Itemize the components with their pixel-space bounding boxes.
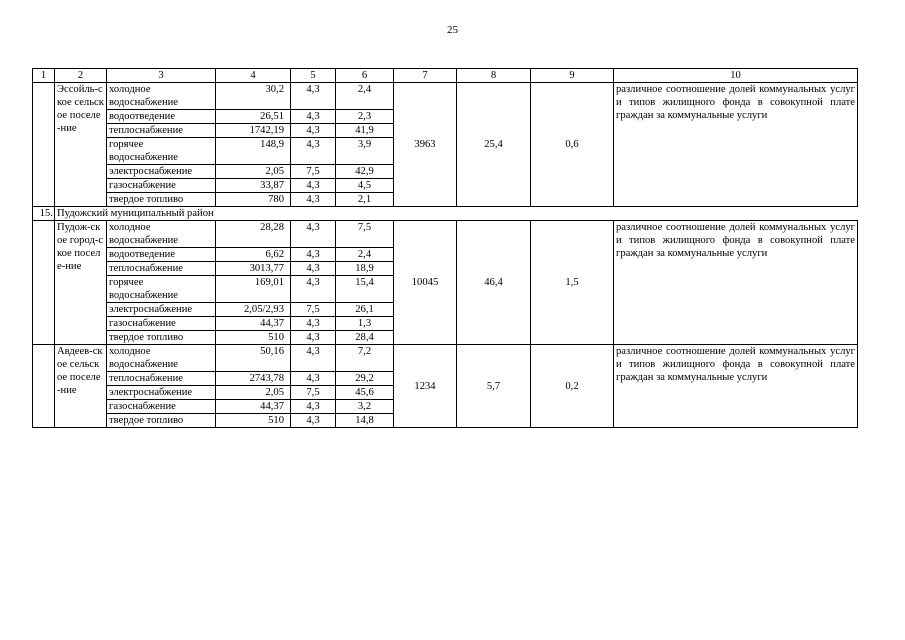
deviation-value: 0,6: [531, 83, 614, 207]
utility-type: холодное водоснабжение: [107, 221, 216, 248]
population-value: 1234: [394, 345, 457, 428]
utility-type: теплоснабжение: [107, 262, 216, 276]
population-share: 25,4: [457, 83, 531, 207]
share-value: 2,1: [336, 193, 394, 207]
share-value: 7,2: [336, 345, 394, 372]
district-row: [33, 207, 858, 221]
settlement-block: [33, 345, 858, 428]
share-value: 1,3: [336, 317, 394, 331]
utility-type: электроснабжение: [107, 165, 216, 179]
growth-index: 7,5: [291, 165, 336, 179]
utility-type: электроснабжение: [107, 386, 216, 400]
row-number-cell: [33, 345, 55, 428]
consumption-value: 2743,78: [216, 372, 291, 386]
utility-type: теплоснабжение: [107, 372, 216, 386]
utility-type: твердое топливо: [107, 331, 216, 345]
growth-index: 4,3: [291, 345, 336, 372]
header-cell: 1: [33, 69, 55, 83]
growth-index: 4,3: [291, 276, 336, 303]
consumption-value: 28,28: [216, 221, 291, 248]
utility-type: холодное водоснабжение: [107, 345, 216, 372]
row-number-cell: [33, 83, 55, 207]
note-text: различное соотношение долей коммунальных услуг и типов жилищного фонда в совокупной плате граждан за коммунальные услуги: [614, 83, 858, 207]
population-share: 46,4: [457, 221, 531, 345]
growth-index: 4,3: [291, 83, 336, 110]
utility-type: твердое топливо: [107, 193, 216, 207]
tariff-table: [32, 68, 858, 428]
note-text: различное соотношение долей коммунальных услуг и типов жилищного фонда в совокупной плате граждан за коммунальные услуги: [614, 345, 858, 428]
header-cell: 2: [55, 69, 107, 83]
consumption-value: 510: [216, 414, 291, 428]
header-row: [33, 69, 858, 83]
consumption-value: 780: [216, 193, 291, 207]
consumption-value: 44,37: [216, 317, 291, 331]
utility-type: водоотведение: [107, 110, 216, 124]
deviation-value: 1,5: [531, 221, 614, 345]
share-value: 45,6: [336, 386, 394, 400]
header-cell: 8: [457, 69, 531, 83]
table-row: [33, 345, 858, 372]
growth-index: 4,3: [291, 221, 336, 248]
growth-index: 4,3: [291, 193, 336, 207]
district-number: 15.: [33, 207, 55, 221]
population-share: 5,7: [457, 345, 531, 428]
share-value: 29,2: [336, 372, 394, 386]
settlement-name: Авдеев-ское сельское поселе-ние: [55, 345, 107, 428]
population-value: 10045: [394, 221, 457, 345]
growth-index: 7,5: [291, 303, 336, 317]
share-value: 3,2: [336, 400, 394, 414]
table-row: [33, 83, 858, 110]
share-value: 3,9: [336, 138, 394, 165]
consumption-value: 30,2: [216, 83, 291, 110]
settlement-name: Эссойль-ское сельское поселе-ние: [55, 83, 107, 207]
share-value: 15,4: [336, 276, 394, 303]
header-cell: 4: [216, 69, 291, 83]
consumption-value: 3013,77: [216, 262, 291, 276]
population-value: 3963: [394, 83, 457, 207]
share-value: 7,5: [336, 221, 394, 248]
utility-type: горячее водоснабжение: [107, 138, 216, 165]
header-cell: 5: [291, 69, 336, 83]
consumption-value: 2,05: [216, 165, 291, 179]
growth-index: 4,3: [291, 372, 336, 386]
share-value: 41,9: [336, 124, 394, 138]
page-number: 25: [447, 24, 458, 36]
utility-type: твердое топливо: [107, 414, 216, 428]
utility-type: газоснабжение: [107, 400, 216, 414]
header-cell: 10: [614, 69, 858, 83]
growth-index: 4,3: [291, 317, 336, 331]
share-value: 4,5: [336, 179, 394, 193]
growth-index: 4,3: [291, 179, 336, 193]
growth-index: 4,3: [291, 331, 336, 345]
share-value: 18,9: [336, 262, 394, 276]
utility-type: горячее водоснабжение: [107, 276, 216, 303]
consumption-value: 2,05/2,93: [216, 303, 291, 317]
growth-index: 4,3: [291, 138, 336, 165]
utility-type: холодное водоснабжение: [107, 83, 216, 110]
consumption-value: 148,9: [216, 138, 291, 165]
share-value: 28,4: [336, 331, 394, 345]
utility-type: теплоснабжение: [107, 124, 216, 138]
header-cell: 9: [531, 69, 614, 83]
deviation-value: 0,2: [531, 345, 614, 428]
row-number-cell: [33, 221, 55, 345]
share-value: 26,1: [336, 303, 394, 317]
growth-index: 4,3: [291, 124, 336, 138]
settlement-block: [33, 221, 858, 345]
consumption-value: 26,51: [216, 110, 291, 124]
note-text: различное соотношение долей коммунальных услуг и типов жилищного фонда в совокупной плате граждан за коммунальные услуги: [614, 221, 858, 345]
consumption-value: 50,16: [216, 345, 291, 372]
consumption-value: 1742,19: [216, 124, 291, 138]
growth-index: 7,5: [291, 386, 336, 400]
consumption-value: 33,87: [216, 179, 291, 193]
share-value: 14,8: [336, 414, 394, 428]
share-value: 42,9: [336, 165, 394, 179]
growth-index: 4,3: [291, 400, 336, 414]
growth-index: 4,3: [291, 110, 336, 124]
header-cell: 3: [107, 69, 216, 83]
consumption-value: 510: [216, 331, 291, 345]
growth-index: 4,3: [291, 248, 336, 262]
consumption-value: 6,62: [216, 248, 291, 262]
header-cell: 6: [336, 69, 394, 83]
settlement-name: Пудож-ское город-ское поселе-ние: [55, 221, 107, 345]
table-row: [33, 221, 858, 248]
utility-type: водоотведение: [107, 248, 216, 262]
consumption-value: 44,37: [216, 400, 291, 414]
utility-type: газоснабжение: [107, 179, 216, 193]
consumption-value: 2,05: [216, 386, 291, 400]
growth-index: 4,3: [291, 262, 336, 276]
share-value: 2,4: [336, 248, 394, 262]
share-value: 2,3: [336, 110, 394, 124]
consumption-value: 169,01: [216, 276, 291, 303]
share-value: 2,4: [336, 83, 394, 110]
header-cell: 7: [394, 69, 457, 83]
district-name: Пудожский муниципальный район: [55, 207, 858, 221]
growth-index: 4,3: [291, 414, 336, 428]
utility-type: газоснабжение: [107, 317, 216, 331]
utility-type: электроснабжение: [107, 303, 216, 317]
settlement-block: [33, 83, 858, 207]
